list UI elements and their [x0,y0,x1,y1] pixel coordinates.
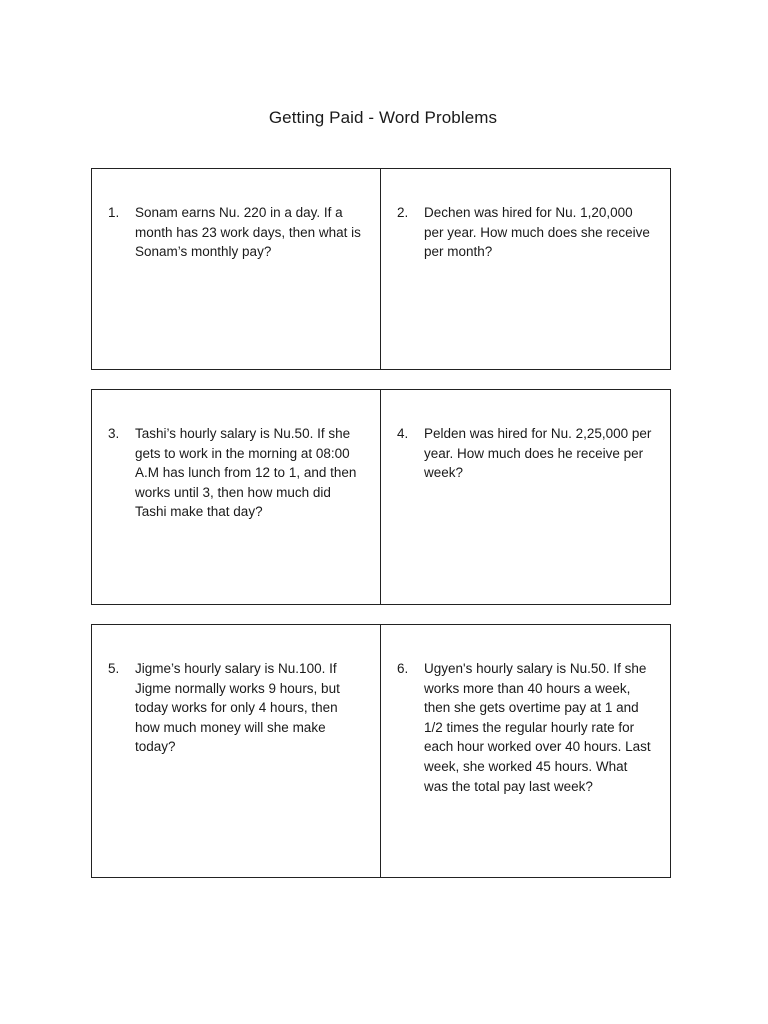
problem-box-row-2 [91,389,671,605]
problem-text: Dechen was hired for Nu. 1,20,000 per year. How much does she receive per month? [424,205,650,260]
problem-number: 2. [397,205,409,220]
problem-number: 3. [108,426,120,441]
problem-cell-5 [92,625,381,877]
problem-box-row-3 [91,624,671,878]
problem-number: 5. [108,661,120,676]
problem-cell-3 [92,390,381,604]
problem-cell-6 [381,625,670,877]
problem-text: Tashi’s hourly salary is Nu.50. If she gets to work in the morning at 08:00 A.M has lunch from 12 to 1, and then works until 3, then how much did Tashi make that day? [135,426,357,520]
problem-number: 1. [108,205,120,220]
problem-cell-1 [92,169,381,369]
problem-cell-4 [381,390,670,604]
problem-text: Jigme’s hourly salary is Nu.100. If Jigme normally works 9 hours, but today works for only 4 hours, then how much money will she make today? [135,661,340,755]
problem-text: Pelden was hired for Nu. 2,25,000 per year. How much does he receive per week? [424,426,652,481]
problem-cell-2 [381,169,670,369]
problem-number: 4. [397,426,409,441]
problem-box-row-1 [91,168,671,370]
page-title: Getting Paid - Word Problems [268,108,498,127]
problem-text: Ugyen's hourly salary is Nu.50. If she works more than 40 hours a week, then she gets overtime pay at 1 and 1/2 times the regular hourly rate for each hour worked over 40 hours. Last week, she worked 45 hours. What was the total pay last week? [424,661,651,794]
problem-number: 6. [397,661,409,676]
problem-text: Sonam earns Nu. 220 in a day. If a month has 23 work days, then what is Sonam’s monthly pay? [135,205,361,260]
